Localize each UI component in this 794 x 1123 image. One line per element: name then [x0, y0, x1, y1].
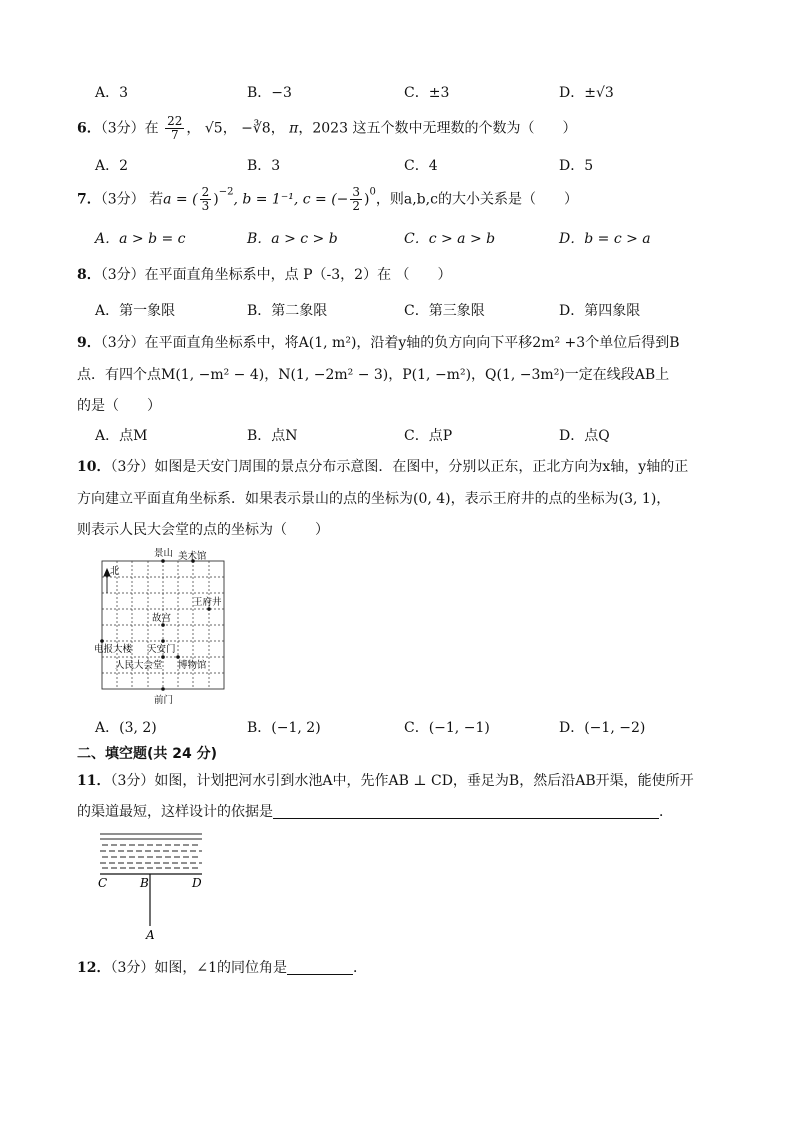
q10-map-figure [94, 545, 234, 710]
q7-option-b[interactable]: B．a > c > b [247, 231, 338, 247]
map-label-qianmen: 前门 [154, 695, 174, 706]
q8-text: 在平面直角坐标系中，点 P（-3，2）在 （ ） [144, 267, 452, 283]
q7-c-fraction: $\frac{3}{2}$ [352, 185, 361, 213]
q12-answer-blank[interactable] [287, 960, 353, 975]
q11-line1: 如图，计划把河水引到水池A中，先作AB ⊥ CD，垂足为B，然后沿AB开渠，能使所开 [154, 773, 694, 789]
q6-sqrt5: √5 [204, 120, 223, 137]
q5-option-a[interactable]: A．3 [95, 85, 129, 101]
q10-stem-line2: 方向建立平面直角坐标系．如果表示景山的点的坐标为(0, 4)，表示王府井的点的坐标为(3, 1)， [77, 491, 671, 507]
q6-cbrt8: −∛8 [241, 120, 271, 137]
q10-number: 10． [77, 459, 111, 475]
q10-option-c[interactable]: C．(−1, −1) [404, 720, 490, 736]
fig-label-b: B [140, 876, 149, 890]
map-label-north: 北 [110, 566, 120, 577]
q8-number: 8． [77, 267, 101, 283]
q6-stem: 6．（3分）在 $\frac{22}{7}$ ， √5， −∛8， π，2023 这五个数中无理数的个数为（ ） [77, 114, 577, 142]
q7-a-exponent: −2 [218, 186, 234, 198]
q8-option-c[interactable]: C．第三象限 [404, 303, 485, 319]
q7-a-fraction: $\frac{2}{3}$ [201, 185, 210, 213]
q7-suffix: ，则a,b,c的大小关系是（ ） [375, 191, 578, 208]
q10-line1: 如图是天安门周围的景点分布示意图．在图中，分别以正东，正北方向为x轴，y轴的正 [154, 459, 689, 475]
q9-option-c[interactable]: C．点P [404, 428, 453, 444]
q6-option-b[interactable]: B．3 [247, 158, 281, 174]
q9-number: 9． [77, 335, 101, 351]
q6-pi: π [289, 120, 299, 137]
q5-option-d[interactable]: D．±√3 [559, 85, 614, 101]
q11-stem-line2 [77, 801, 673, 821]
q6-fraction: $\frac{22}{7}$ [167, 114, 183, 142]
q12-number: 12． [77, 960, 111, 976]
q6-number: 6． [77, 120, 101, 137]
fig-label-d: D [192, 876, 202, 890]
q11-end: ． [659, 804, 673, 820]
q6-option-c[interactable]: C．4 [404, 158, 438, 174]
q8-score: （3分） [100, 267, 145, 283]
river-water [100, 834, 202, 868]
q6-option-d[interactable]: D．5 [559, 158, 594, 174]
q10-option-a[interactable]: A．(3, 2) [95, 720, 157, 736]
q9-line1: 在平面直角坐标系中，将A(1, m²)，沿着y轴的负方向向下平移2m² +3个单位后得到B [144, 335, 680, 351]
q11-river-figure [96, 830, 208, 942]
fig-label-c: C [98, 876, 108, 890]
q12-stem [77, 957, 367, 977]
q8-option-a[interactable]: A．第一象限 [95, 303, 176, 319]
fig-label-a: A [146, 928, 155, 942]
q10-option-b[interactable]: B．(−1, 2) [247, 720, 321, 736]
q6-text: ，2023 这五个数中无理数的个数为（ ） [298, 120, 577, 137]
q9-stem-line2: 点．有四个点M(1, −m² − 4)，N(1, −2m² − 3)，P(1, −m²)，Q(1, −3m²)一定在线段AB上 [77, 367, 670, 383]
q9-option-a[interactable]: A．点M [95, 428, 148, 444]
q6-option-a[interactable]: A．2 [95, 158, 129, 174]
q9-stem-line3: 的是（ ） [77, 398, 161, 414]
q12-text: 如图，∠1的同位角是 [154, 960, 288, 976]
q6-prefix: 在 [144, 120, 159, 137]
q7-number: 7． [77, 191, 101, 208]
q9-stem-line1 [77, 332, 679, 352]
q10-stem-line1 [77, 456, 688, 476]
q9-option-d[interactable]: D．点Q [559, 428, 610, 444]
q7-options [95, 228, 715, 250]
map-label-wangfujing: 王府井 [193, 597, 222, 608]
q11-answer-blank[interactable] [273, 804, 659, 819]
q10-stem-line3: 则表示人民大会堂的点的坐标为（ ） [77, 522, 329, 538]
q9-score: （3分） [100, 335, 145, 351]
q8-option-b[interactable]: B．第二象限 [247, 303, 328, 319]
map-label-renmin: 人民大会堂 [115, 660, 163, 671]
q12-score: （3分） [110, 960, 155, 976]
map-label-jingshan: 景山 [154, 548, 174, 559]
q7-prefix: 若 [149, 191, 164, 208]
map-label-bowuguan: 博物馆 [178, 660, 207, 671]
q7-option-c[interactable]: C．c > a > b [404, 231, 496, 247]
q6-options [95, 155, 715, 177]
q8-options [95, 300, 715, 322]
q8-stem [77, 264, 452, 284]
q7-option-a[interactable]: A．a > b = c [95, 231, 186, 247]
map-label-gugong: 故宫 [152, 613, 172, 624]
q11-stem-line1 [77, 770, 694, 790]
q7-b-expr: , b = 1⁻¹, c = (− [233, 191, 349, 208]
q6-score: （3分） [100, 120, 145, 137]
map-label-tiananmen: 天安门 [147, 644, 176, 655]
q11-number: 11． [77, 773, 111, 789]
q7-option-d[interactable]: D．b = c > a [559, 231, 651, 247]
q10-option-d[interactable]: D．(−1, −2) [559, 720, 646, 736]
section-fill-in-title: 二、填空题(共 24 分) [77, 746, 218, 762]
q7-c-exponent: 0 [369, 186, 376, 198]
q5-option-c[interactable]: C．±3 [404, 85, 450, 101]
q7-a-expr: a = ( [163, 191, 198, 208]
map-label-dianbao: 电报大楼 [94, 644, 133, 655]
q9-option-b[interactable]: B．点N [247, 428, 298, 444]
q11-score: （3分） [110, 773, 155, 789]
map-label-meishuguan: 美术馆 [178, 551, 207, 562]
q10-score: （3分） [110, 459, 155, 475]
q10-options [95, 717, 715, 739]
q8-option-d[interactable]: D．第四象限 [559, 303, 641, 319]
q7-score: （3分） [100, 191, 145, 208]
q9-options [95, 425, 715, 447]
q11-line2: 的渠道最短，这样设计的依据是 [77, 804, 273, 820]
q7-stem: 7．（3分） 若a = ( $\frac{2}{3}$ )$^{-2}$, b = 1⁻¹, c = (− $\frac{3}{2}$ )$^0$，则a,b,c的大小关系是（ ） [77, 185, 578, 213]
q12-end: ． [353, 960, 368, 976]
q5-option-b[interactable]: B．−3 [247, 85, 292, 101]
q5-options [95, 82, 715, 104]
